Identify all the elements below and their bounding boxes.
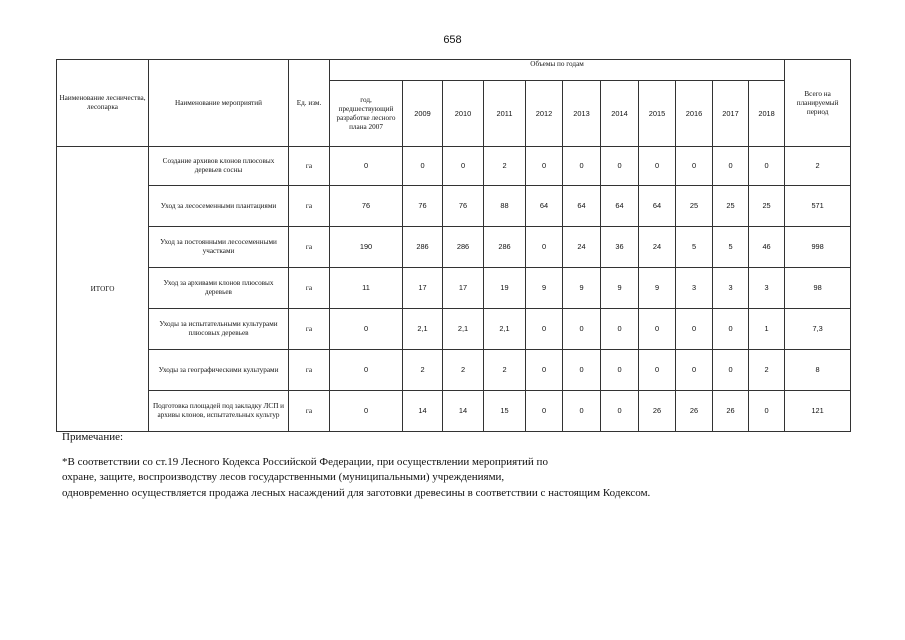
year-value-cell: 2 xyxy=(484,147,526,186)
year-value-cell: 24 xyxy=(563,227,601,268)
year-value-cell: 286 xyxy=(443,227,484,268)
year-value-cell: 15 xyxy=(484,391,526,432)
forestry-cell: ИТОГО xyxy=(57,147,149,432)
notes-title: Примечание: xyxy=(62,431,124,443)
year-value-cell: 0 xyxy=(713,147,749,186)
header-year: 2014 xyxy=(601,81,639,147)
activity-cell: Подготовка площадей под закладку ЛСП и архивы клонов, испытательных культур xyxy=(149,391,289,432)
activity-cell: Уходы за испытательными культурами плюсовых деревьев xyxy=(149,309,289,350)
year-value-cell: 0 xyxy=(639,309,676,350)
activity-cell: Уход за лесосеменными плантациями xyxy=(149,186,289,227)
year-value-cell: 9 xyxy=(639,268,676,309)
year-value-cell: 19 xyxy=(484,268,526,309)
unit-cell: га xyxy=(289,391,330,432)
year-value-cell: 2,1 xyxy=(443,309,484,350)
prior-year-cell: 11 xyxy=(330,268,403,309)
year-value-cell: 0 xyxy=(639,147,676,186)
year-value-cell: 2 xyxy=(749,350,785,391)
notes-section xyxy=(62,430,862,501)
header-year: 2016 xyxy=(676,81,713,147)
year-value-cell: 0 xyxy=(676,309,713,350)
year-value-cell: 3 xyxy=(713,268,749,309)
prior-year-cell: 0 xyxy=(330,309,403,350)
header-prior-year: год, предшествующий разработке лесного плана 2007 xyxy=(330,81,403,147)
prior-year-cell: 0 xyxy=(330,147,403,186)
activity-cell: Уходы за географическими культурами xyxy=(149,350,289,391)
year-value-cell: 0 xyxy=(563,350,601,391)
header-year: 2017 xyxy=(713,81,749,147)
note-line: одновременно осуществляется продажа лесных насаждений для заготовки древесины в соответствии с настоящим Кодексом. xyxy=(62,486,651,499)
year-value-cell: 2 xyxy=(484,350,526,391)
year-value-cell: 9 xyxy=(563,268,601,309)
header-year: 2011 xyxy=(484,81,526,147)
table-row xyxy=(57,147,851,186)
header-year: 2018 xyxy=(749,81,785,147)
table-row xyxy=(57,391,851,432)
year-value-cell: 0 xyxy=(526,227,563,268)
activity-cell: Уход за постоянными лесосеменными участками xyxy=(149,227,289,268)
year-value-cell: 0 xyxy=(749,391,785,432)
note-line: *В соответствии со ст.19 Лесного Кодекса Российской Федерации, при осуществлении мероприятий по xyxy=(62,455,548,468)
year-value-cell: 26 xyxy=(676,391,713,432)
header-year: 2013 xyxy=(563,81,601,147)
unit-cell: га xyxy=(289,147,330,186)
forestry-activities-table xyxy=(56,59,851,432)
year-value-cell: 0 xyxy=(676,350,713,391)
year-value-cell: 36 xyxy=(601,227,639,268)
year-value-cell: 17 xyxy=(443,268,484,309)
year-value-cell: 3 xyxy=(676,268,713,309)
total-cell: 998 xyxy=(785,227,851,268)
year-value-cell: 17 xyxy=(403,268,443,309)
table-row xyxy=(57,309,851,350)
year-value-cell: 14 xyxy=(403,391,443,432)
year-value-cell: 88 xyxy=(484,186,526,227)
header-unit: Ед. изм. xyxy=(289,60,330,147)
year-value-cell: 0 xyxy=(526,391,563,432)
year-value-cell: 9 xyxy=(526,268,563,309)
year-value-cell: 0 xyxy=(526,309,563,350)
year-value-cell: 25 xyxy=(749,186,785,227)
year-value-cell: 0 xyxy=(403,147,443,186)
year-value-cell: 46 xyxy=(749,227,785,268)
note-line: охране, защите, воспроизводству лесов государственными (муниципальными) учреждениями, xyxy=(62,471,505,483)
header-row-1 xyxy=(57,60,851,81)
header-activity: Наименование мероприятий xyxy=(149,60,289,147)
year-value-cell: 64 xyxy=(639,186,676,227)
year-value-cell: 0 xyxy=(676,147,713,186)
year-value-cell: 2 xyxy=(403,350,443,391)
year-value-cell: 25 xyxy=(713,186,749,227)
prior-year-cell: 0 xyxy=(330,350,403,391)
year-value-cell: 3 xyxy=(749,268,785,309)
year-value-cell: 286 xyxy=(403,227,443,268)
year-value-cell: 1 xyxy=(749,309,785,350)
year-value-cell: 9 xyxy=(601,268,639,309)
year-value-cell: 26 xyxy=(713,391,749,432)
year-value-cell: 0 xyxy=(563,391,601,432)
year-value-cell: 25 xyxy=(676,186,713,227)
header-year: 2009 xyxy=(403,81,443,147)
year-value-cell: 2,1 xyxy=(403,309,443,350)
header-forestry: Наименование лесничества, лесопарка xyxy=(57,60,149,147)
year-value-cell: 76 xyxy=(403,186,443,227)
prior-year-cell: 0 xyxy=(330,391,403,432)
year-value-cell: 26 xyxy=(639,391,676,432)
year-value-cell: 0 xyxy=(601,309,639,350)
year-value-cell: 0 xyxy=(563,147,601,186)
header-total: Всего на планируемый период xyxy=(785,60,851,147)
total-cell: 121 xyxy=(785,391,851,432)
year-value-cell: 0 xyxy=(563,309,601,350)
year-value-cell: 0 xyxy=(443,147,484,186)
activity-cell: Уход за архивами клонов плюсовых деревьев xyxy=(149,268,289,309)
table-row xyxy=(57,350,851,391)
year-value-cell: 64 xyxy=(526,186,563,227)
year-value-cell: 2 xyxy=(443,350,484,391)
unit-cell: га xyxy=(289,268,330,309)
total-cell: 2 xyxy=(785,147,851,186)
year-value-cell: 24 xyxy=(639,227,676,268)
total-cell: 7,3 xyxy=(785,309,851,350)
prior-year-cell: 190 xyxy=(330,227,403,268)
year-value-cell: 64 xyxy=(601,186,639,227)
table-row xyxy=(57,268,851,309)
total-cell: 98 xyxy=(785,268,851,309)
year-value-cell: 286 xyxy=(484,227,526,268)
table-row xyxy=(57,186,851,227)
year-value-cell: 0 xyxy=(526,350,563,391)
year-value-cell: 0 xyxy=(713,309,749,350)
header-year: 2012 xyxy=(526,81,563,147)
year-value-cell: 0 xyxy=(749,147,785,186)
year-value-cell: 2,1 xyxy=(484,309,526,350)
header-volumes-by-year: Объемы по годам xyxy=(330,60,785,81)
year-value-cell: 76 xyxy=(443,186,484,227)
year-value-cell: 0 xyxy=(526,147,563,186)
unit-cell: га xyxy=(289,186,330,227)
year-value-cell: 0 xyxy=(601,391,639,432)
total-cell: 571 xyxy=(785,186,851,227)
year-value-cell: 0 xyxy=(639,350,676,391)
year-value-cell: 5 xyxy=(676,227,713,268)
year-value-cell: 14 xyxy=(443,391,484,432)
total-cell: 8 xyxy=(785,350,851,391)
prior-year-cell: 76 xyxy=(330,186,403,227)
unit-cell: га xyxy=(289,350,330,391)
page-number: 658 xyxy=(443,34,462,46)
unit-cell: га xyxy=(289,227,330,268)
activity-cell: Создание архивов клонов плюсовых деревьев сосны xyxy=(149,147,289,186)
year-value-cell: 0 xyxy=(713,350,749,391)
table-row xyxy=(57,227,851,268)
header-year: 2015 xyxy=(639,81,676,147)
year-value-cell: 5 xyxy=(713,227,749,268)
year-value-cell: 0 xyxy=(601,350,639,391)
year-value-cell: 64 xyxy=(563,186,601,227)
unit-cell: га xyxy=(289,309,330,350)
year-value-cell: 0 xyxy=(601,147,639,186)
header-year: 2010 xyxy=(443,81,484,147)
